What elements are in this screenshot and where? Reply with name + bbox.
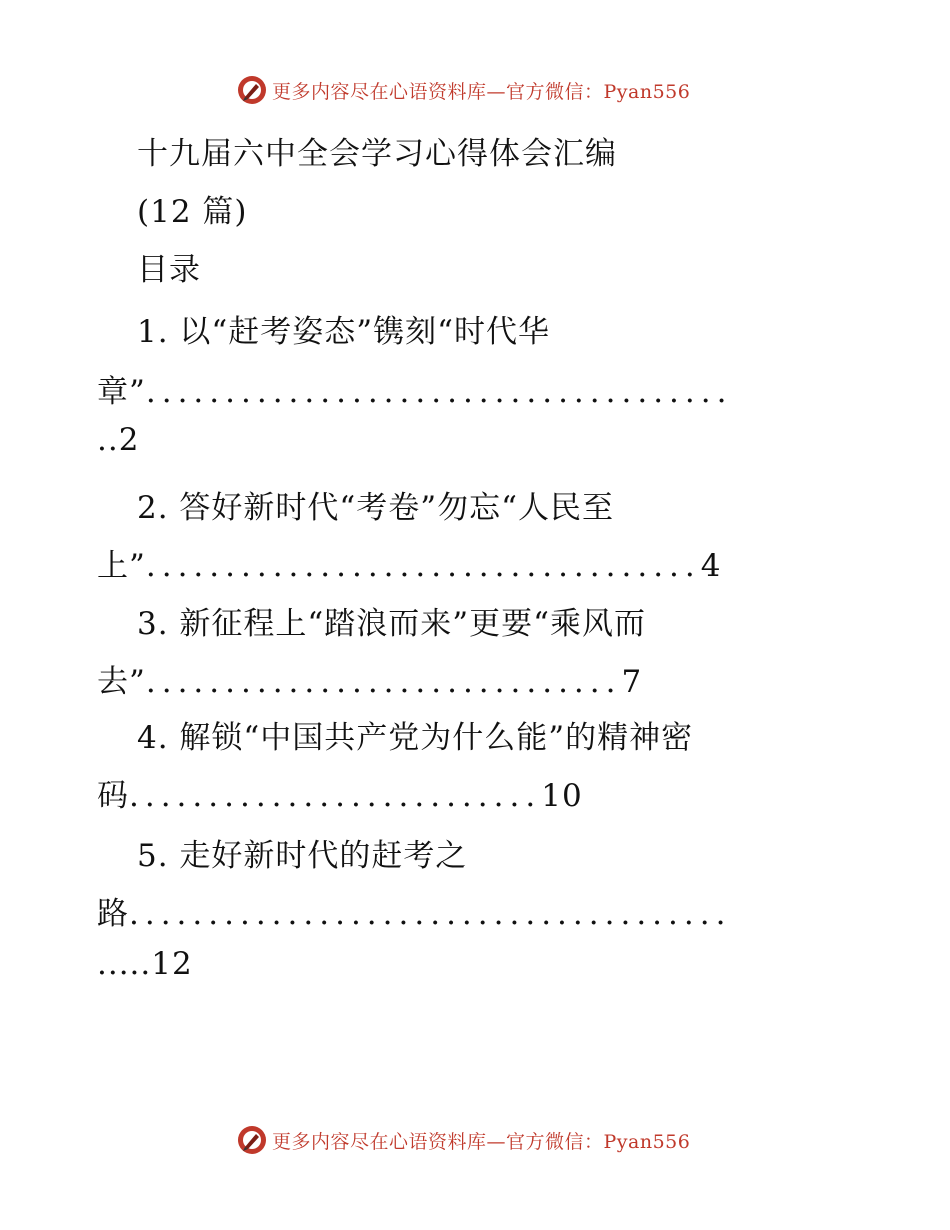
toc-item-5-line2[interactable] — [97, 888, 731, 933]
header-banner — [236, 74, 690, 106]
toc-item-1-page: ..2 — [97, 422, 140, 458]
toc-item-4-page: 10 — [541, 778, 583, 814]
toc-heading: 目录 — [137, 252, 201, 288]
toc-dots: .............................. — [145, 664, 622, 700]
toc-item-5-text: 路 — [97, 896, 129, 932]
toc-item-5-page: .....12 — [97, 946, 193, 982]
toc-dots: ..................................... — [145, 374, 733, 410]
toc-dots: ...................................... — [129, 896, 732, 932]
pen-logo-icon — [236, 1124, 268, 1156]
toc-item-1-text: 章” — [97, 374, 146, 410]
toc-item-3-text: 去” — [97, 664, 146, 700]
toc-dots: .......................... — [129, 778, 542, 814]
toc-item-3-line1[interactable]: 3. 新征程上“踏浪而来”更要“乘风而 — [137, 606, 646, 642]
pen-logo-icon — [236, 74, 268, 106]
toc-item-4-line2[interactable] — [97, 770, 583, 815]
toc-item-5-line1[interactable]: 5. 走好新时代的赶考之 — [137, 838, 468, 874]
toc-item-1-line1[interactable]: 1. 以“赶考姿态”镌刻“时代华 — [137, 314, 550, 350]
toc-item-2-line2[interactable] — [97, 540, 721, 585]
toc-item-4-text: 码 — [97, 778, 129, 814]
document-title: 十九届六中全会学习心得体会汇编 — [137, 136, 617, 172]
document-subtitle: (12 篇) — [137, 194, 248, 230]
toc-item-2-line1[interactable]: 2. 答好新时代“考卷”勿忘“人民至 — [137, 490, 614, 526]
toc-item-3-line2[interactable] — [97, 656, 642, 701]
banner-text: 更多内容尽在心语资料库—官方微信：Pyan556 — [272, 1130, 691, 1153]
toc-item-2-text: 上” — [97, 548, 146, 584]
toc-item-1-line2[interactable] — [97, 366, 732, 411]
toc-item-3-page: 7 — [621, 664, 643, 700]
toc-item-2-page: 4 — [700, 548, 722, 584]
toc-dots: ................................... — [145, 548, 701, 584]
footer-banner — [236, 1124, 690, 1156]
toc-item-4-line1[interactable]: 4. 解锁“中国共产党为什么能”的精神密 — [137, 720, 694, 756]
banner-text: 更多内容尽在心语资料库—官方微信：Pyan556 — [272, 80, 691, 103]
